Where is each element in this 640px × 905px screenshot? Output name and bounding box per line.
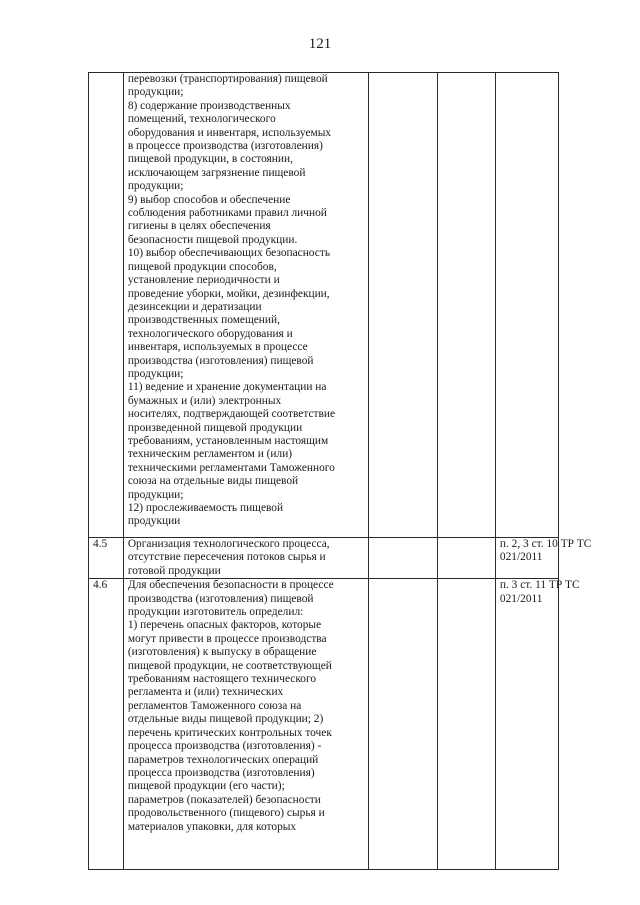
reference-lines: [499, 538, 592, 565]
requirements-table: [88, 72, 592, 870]
text-line: регламента и (или) технических: [127, 686, 284, 699]
text-line: готовой продукции: [127, 564, 221, 577]
text-line: Для обеспечения безопасности в процессе: [127, 579, 334, 592]
text-line: исключающем загрязнение пищевой: [127, 166, 306, 179]
table-row: [89, 73, 559, 538]
empty-cell: [438, 538, 496, 579]
text-line: (изготовления) к выпуску в обращение: [127, 646, 317, 659]
text-line: требованиям, установленным настоящим: [127, 434, 329, 447]
text-line: пищевой продукции, не соответствующей: [127, 659, 332, 672]
requirement-text-cell: [123, 538, 368, 579]
text-line: помещений, технологического: [127, 113, 276, 126]
text-line: требованиям настоящего технического: [127, 673, 317, 686]
text-line: продукции;: [127, 488, 184, 501]
text-line: производства (изготовления) пищевой: [127, 354, 314, 367]
page-number: 121: [308, 36, 332, 52]
requirement-text-cell: [123, 579, 368, 870]
row-number-cell: 4.5: [89, 538, 124, 579]
empty-cell: [368, 538, 438, 579]
row-number-cell: [89, 73, 124, 538]
requirement-lines: [128, 538, 364, 578]
row-number-cell: 4.6: [89, 579, 124, 870]
text-line: продукции изготовитель определил:: [127, 606, 304, 619]
text-line: дезинсекции и дератизации: [127, 300, 262, 313]
reference-line: 021/2011: [499, 551, 543, 564]
reference-cell: [495, 579, 580, 870]
text-line: продукции;: [127, 86, 184, 99]
table-row: [89, 579, 559, 870]
text-line: процесса производства (изготовления): [127, 766, 315, 779]
empty-cell: [368, 73, 438, 538]
text-line: в процессе производства (изготовления): [127, 140, 323, 153]
empty-cell: [438, 579, 496, 870]
text-line: могут привести в процессе производства: [127, 632, 327, 645]
reference-line: 021/2011: [499, 592, 543, 605]
text-line: пищевой продукции (его части);: [127, 780, 285, 793]
reference-line: п. 3 ст. 11 ТР ТС: [499, 579, 580, 592]
text-line: 10) выбор обеспечивающих безопасность: [127, 247, 331, 260]
table-row: [89, 538, 559, 579]
text-line: перечень критических контрольных точек: [127, 726, 332, 739]
text-line: процесса производства (изготовления) -: [127, 740, 322, 753]
text-line: 11) ведение и хранение документации на: [127, 381, 327, 394]
text-line: регламентов Таможенного союза на: [127, 699, 302, 712]
reference-line: п. 2, 3 ст. 10 ТР ТС: [499, 538, 592, 550]
text-line: пищевой продукции способов,: [127, 260, 277, 273]
text-line: 1) перечень опасных факторов, которые: [127, 619, 322, 632]
text-line: производства (изготовления) пищевой: [127, 592, 314, 605]
text-line: производственных помещений,: [127, 314, 280, 327]
text-line: продовольственного (пищевого) сырья и: [127, 807, 325, 820]
text-line: отдельные виды пищевой продукции; 2): [127, 713, 324, 726]
text-line: перевозки (транспортирования) пищевой: [127, 73, 328, 85]
requirement-text-cell: [123, 73, 368, 538]
text-line: соблюдения работниками правил личной: [127, 207, 327, 220]
text-line: инвентаря, используемых в процессе: [127, 341, 308, 354]
text-line: 8) содержание производственных: [127, 99, 291, 112]
text-line: продукции;: [127, 367, 184, 380]
text-line: пищевой продукции, в состоянии,: [127, 153, 293, 166]
text-line: Организация технологического процесса,: [127, 538, 330, 550]
text-line: 9) выбор способов и обеспечение: [127, 193, 291, 206]
text-line: 12) прослеживаемость пищевой: [127, 502, 284, 514]
text-line: установление периодичности и: [127, 274, 280, 287]
empty-cell: [438, 73, 496, 538]
text-line: продукции: [127, 515, 181, 528]
requirement-lines: [128, 579, 364, 834]
text-line: технологического оборудования и: [127, 327, 293, 340]
text-line: техническим регламентом и (или): [127, 448, 293, 461]
text-line: носителях, подтверждающей соответствие: [127, 408, 336, 421]
requirement-lines: [128, 73, 364, 529]
text-line: отсутствие пересечения потоков сырья и: [127, 551, 326, 564]
reference-cell: [495, 73, 558, 538]
text-line: параметров (показателей) безопасности: [127, 793, 321, 806]
text-line: оборудования и инвентаря, используемых: [127, 126, 332, 139]
text-line: продукции;: [127, 180, 184, 193]
text-line: безопасности пищевой продукции.: [127, 233, 298, 246]
text-line: материалов упаковки, для которых: [127, 820, 297, 833]
text-line: бумажных и (или) электронных: [127, 394, 282, 407]
reference-lines: [499, 579, 580, 606]
text-line: проведение уборки, мойки, дезинфекции,: [127, 287, 330, 300]
text-line: произведенной пищевой продукции: [127, 421, 303, 434]
reference-cell: [495, 538, 592, 579]
text-line: параметров технологических операций: [127, 753, 319, 766]
empty-cell: [368, 579, 438, 870]
text-line: союза на отдельные виды пищевой: [127, 475, 299, 488]
text-line: техническими регламентами Таможенного: [127, 461, 335, 474]
text-line: гигиены в целях обеспечения: [127, 220, 271, 233]
